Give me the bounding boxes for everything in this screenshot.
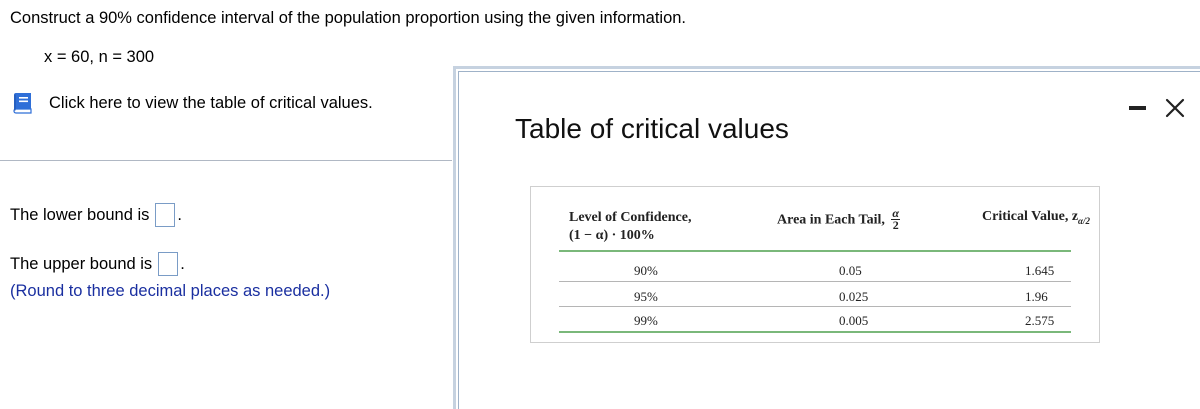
rounding-note: (Round to three decimal places as needed.) [10, 282, 331, 300]
critical-values-table [530, 186, 1100, 343]
row-3-critical: 2.575 [1025, 313, 1055, 328]
fraction-numerator: α [892, 206, 900, 220]
header-level-of-confidence [569, 209, 691, 245]
row-3-area: 0.005 [839, 313, 869, 328]
header-critical-text: Critical Value, z [982, 209, 1079, 224]
header-rule [559, 250, 1071, 252]
row-1-critical: 1.645 [1025, 263, 1055, 278]
row-rule [559, 281, 1071, 282]
row-2-critical: 1.96 [1025, 289, 1048, 304]
row-2-area: 0.025 [839, 289, 869, 304]
close-icon [1164, 97, 1186, 119]
lower-bound-period: . [177, 205, 183, 224]
close-button[interactable] [1164, 97, 1186, 119]
section-divider [0, 160, 452, 161]
help-link-text[interactable]: Click here to view the table of critical values. [49, 93, 373, 112]
lower-bound-label: The lower bound is [10, 205, 150, 224]
given-values: x = 60, n = 300 [44, 48, 155, 66]
upper-bound-period: . [180, 254, 185, 273]
minimize-button[interactable] [1129, 105, 1147, 111]
question-title: Construct a 90% confidence interval of the population proportion using the given information. [10, 9, 687, 27]
upper-bound-input[interactable] [158, 252, 178, 276]
upper-bound-label: The upper bound is [10, 254, 153, 273]
footer-rule [559, 331, 1071, 333]
header-level-line2: (1 − α) · 100% [569, 228, 655, 243]
row-1-area: 0.05 [839, 263, 862, 278]
row-2-level: 95% [634, 289, 658, 304]
minimize-icon [1129, 106, 1146, 110]
critical-values-popup [453, 66, 1200, 409]
row-1-level: 90% [634, 263, 658, 278]
row-rule [559, 306, 1071, 307]
lower-bound-row [10, 203, 182, 227]
header-area-in-each-tail [777, 206, 900, 232]
lower-bound-input[interactable] [155, 203, 175, 227]
popup-title: Table of critical values [515, 113, 789, 144]
header-level-line1: Level of Confidence, [569, 210, 692, 225]
header-critical-subscript: α/2 [1078, 215, 1091, 226]
fraction-denominator: 2 [892, 218, 899, 232]
row-3-level: 99% [634, 313, 658, 328]
critical-values-help-link[interactable] [10, 92, 373, 114]
alpha-over-two-fraction [891, 208, 900, 231]
book-icon [10, 92, 36, 114]
header-critical-value [982, 209, 1090, 226]
header-area-text: Area in Each Tail, [777, 212, 885, 228]
upper-bound-row [10, 252, 185, 276]
